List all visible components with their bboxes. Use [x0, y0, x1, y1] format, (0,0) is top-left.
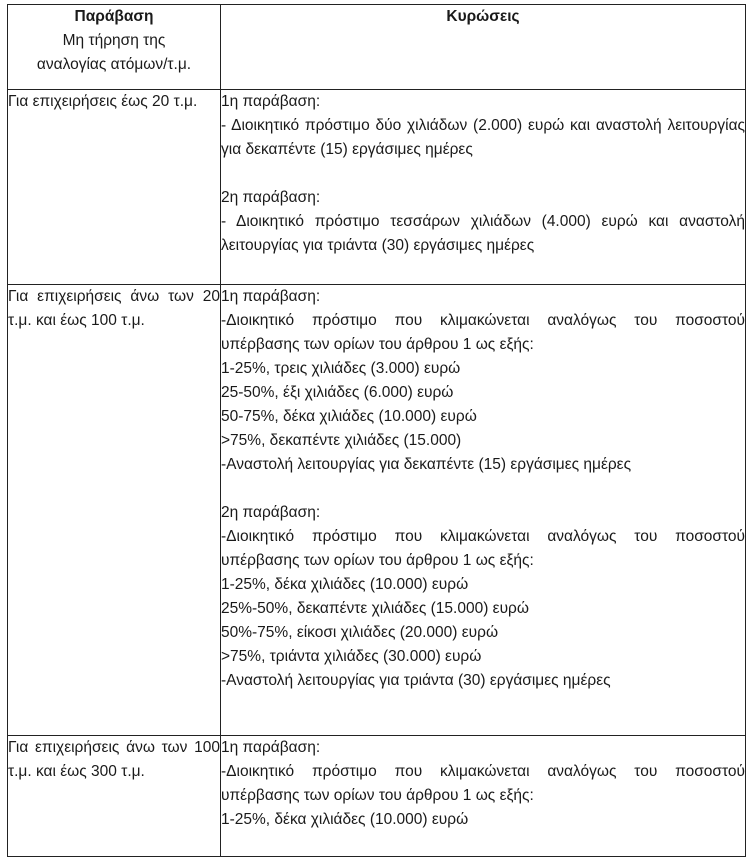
first-violation-block: [221, 90, 745, 162]
category-cell: Για επιχειρήσεις έως 20 τ.μ.: [8, 90, 221, 285]
second-violation-block: [221, 501, 745, 693]
second-violation-text: - Διοικητικό πρόστιμο τεσσάρων χιλιάδων (4.000) ευρώ και αναστολή λειτουργίας για τριάντα (30) εργάσιμες ημέρες: [221, 213, 745, 254]
second-violation-text: -Διοικητικό πρόστιμο που κλιμακώνεται αναλόγως του ποσοστού υπέρβασης των ορίων του άρθρου 1 ως εξής:: [221, 528, 745, 569]
first-violation-label: 1η παράβαση:: [221, 288, 321, 305]
violation-header-title: Παράβαση: [74, 8, 154, 25]
fine-tier: 25%-50%, δεκαπέντε χιλιάδες (15.000) ευρώ: [221, 600, 529, 617]
fine-tier: >75%, τριάντα χιλιάδες (30.000) ευρώ: [221, 648, 482, 665]
suspension-text: -Αναστολή λειτουργίας για τριάντα (30) εργάσιμες ημέρες: [221, 672, 611, 689]
fine-tier: 25-50%, έξι χιλιάδες (6.000) ευρώ: [221, 384, 454, 401]
table-row: [8, 90, 746, 285]
sanctions-cell: [221, 90, 746, 285]
second-violation-block: [221, 186, 745, 258]
first-violation-text: - Διοικητικό πρόστιμο δύο χιλιάδων (2.000) ευρώ και αναστολή λειτουργίας για δεκαπέντε (15) εργάσιμες ημέρες: [221, 117, 745, 158]
category-cell: Για επιχειρήσεις άνω των 100 τ.μ. και έως 300 τ.μ.: [8, 736, 221, 857]
second-violation-label: 2η παράβαση:: [221, 504, 321, 521]
fine-tier: >75%, δεκαπέντε χιλιάδες (15.000): [221, 432, 462, 449]
sanctions-cell: [221, 736, 746, 857]
table-header-row: [8, 5, 746, 90]
sanctions-cell: [221, 285, 746, 736]
first-violation-text: -Διοικητικό πρόστιμο που κλιμακώνεται αναλόγως του ποσοστού υπέρβασης των ορίων του άρθρου 1 ως εξής:: [221, 763, 745, 804]
fine-tier: 1-25%, δέκα χιλιάδες (10.000) ευρώ: [221, 811, 469, 828]
first-violation-text: -Διοικητικό πρόστιμο που κλιμακώνεται αναλόγως του ποσοστού υπέρβασης των ορίων του άρθρου 1 ως εξής:: [221, 312, 745, 353]
first-violation-block: [221, 736, 745, 832]
spacer: [221, 477, 745, 501]
fine-tier: 50%-75%, είκοσι χιλιάδες (20.000) ευρώ: [221, 624, 499, 641]
second-violation-label: 2η παράβαση:: [221, 189, 321, 206]
fine-tier: 1-25%, τρεις χιλιάδες (3.000) ευρώ: [221, 360, 461, 377]
category-cell: Για επιχειρήσεις άνω των 20 τ.μ. και έως 100 τ.μ.: [8, 285, 221, 736]
first-violation-label: 1η παράβαση:: [221, 93, 321, 110]
suspension-text: -Αναστολή λειτουργίας για δεκαπέντε (15) εργάσιμες ημέρες: [221, 456, 632, 473]
violation-header: [8, 5, 221, 90]
table-row: [8, 736, 746, 857]
table-row: [8, 285, 746, 736]
fine-tier: 1-25%, δέκα χιλιάδες (10.000) ευρώ: [221, 576, 469, 593]
first-violation-block: [221, 285, 745, 477]
fine-tier: 50-75%, δέκα χιλιάδες (10.000) ευρώ: [221, 408, 477, 425]
violation-header-subtitle: Μη τήρηση της αναλογίας ατόμων/τ.μ.: [36, 32, 192, 73]
sanctions-table: [7, 4, 746, 857]
spacer: [221, 162, 745, 186]
first-violation-label: 1η παράβαση:: [221, 739, 321, 756]
sanctions-header: Κυρώσεις: [221, 5, 746, 90]
